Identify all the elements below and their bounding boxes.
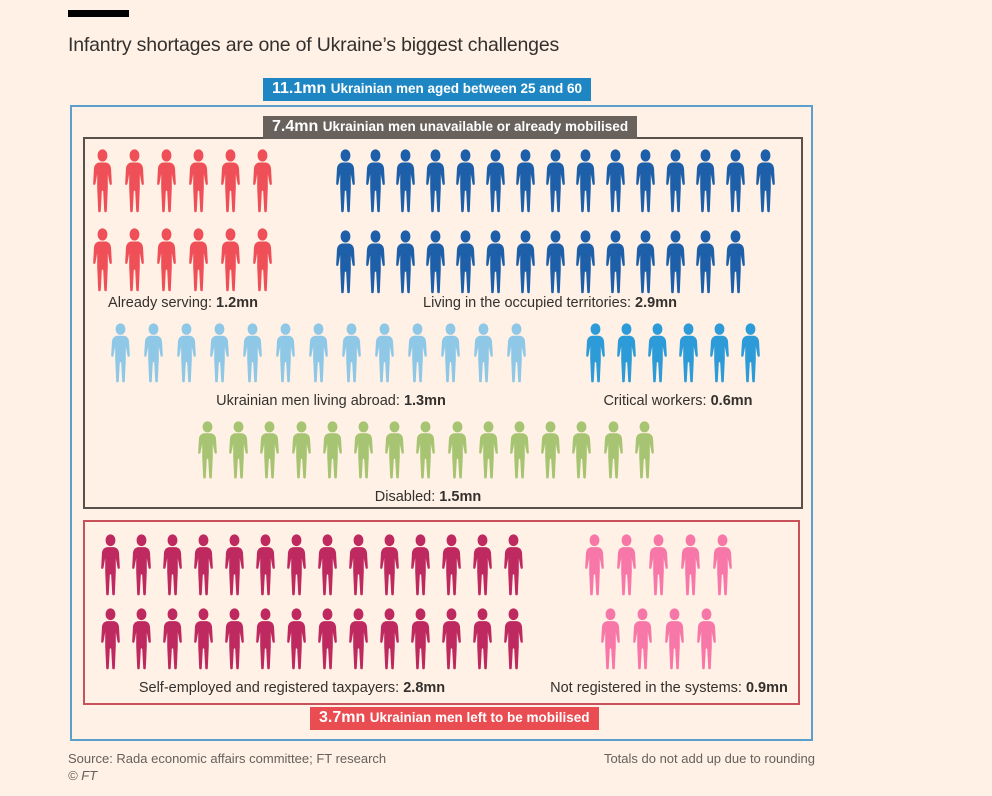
person-icon [273,323,298,385]
person-icon [470,608,495,672]
person-icon [382,421,407,481]
person-icon [583,323,608,385]
person-icon [408,534,433,598]
person-icon [601,421,626,481]
person-icon [646,534,671,598]
person-icon [129,608,154,672]
person-icon [141,323,166,385]
person-icon [423,149,448,215]
person-icon [645,323,670,385]
person-icon [284,608,309,672]
person-icon [614,323,639,385]
person-icon [195,421,220,481]
person-icon [393,149,418,215]
person-icon [90,228,115,294]
person-icon [377,608,402,672]
person-icon [346,534,371,598]
person-icon [405,323,430,385]
person-icon [676,323,701,385]
person-icon [363,230,388,296]
person-icon [160,534,185,598]
person-icon [240,323,265,385]
title-rule [68,10,129,17]
person-icon [250,228,275,294]
group-label-disabled: Disabled: 1.5mn [374,489,482,505]
group-label-occupied-territories: Living in the occupied territories: 2.9mn [423,295,677,311]
badge-total-label: Ukrainian men aged between 25 and 60 [330,81,583,96]
person-icon [630,608,655,672]
person-icon [423,230,448,296]
person-icon [320,421,345,481]
person-icon [663,149,688,215]
badge-unavailable-value: 7.4mn [272,118,319,135]
badge-remaining [310,707,599,730]
person-icon [633,230,658,296]
person-icon [573,149,598,215]
person-icon [453,230,478,296]
person-icon [663,230,688,296]
person-icon [471,323,496,385]
person-icon [543,230,568,296]
person-icon [191,534,216,598]
person-icon [289,421,314,481]
person-icon [738,323,763,385]
person-icon [333,149,358,215]
person-icon [483,149,508,215]
person-icon [108,323,133,385]
group-label-not-registered: Not registered in the systems: 0.9mn [550,680,788,696]
rounding-note: Totals do not add up due to rounding [603,751,815,766]
person-icon [453,149,478,215]
person-icon [598,608,623,672]
person-icon [569,421,594,481]
person-icon [218,149,243,215]
person-icon [226,421,251,481]
badge-total [263,78,591,101]
source-note: Source: Rada economic affairs committee; FT research [68,751,387,766]
person-icon [694,608,719,672]
person-icon [250,149,275,215]
person-icon [174,323,199,385]
person-icon [339,323,364,385]
group-label-living-abroad: Ukrainian men living abroad: 1.3mn [216,393,446,409]
person-icon [306,323,331,385]
person-icon [315,534,340,598]
person-icon [90,149,115,215]
person-icon [122,149,147,215]
person-icon [723,149,748,215]
person-icon [632,421,657,481]
person-icon [543,149,568,215]
person-icon [538,421,563,481]
person-icon [633,149,658,215]
person-icon [710,534,735,598]
person-icon [222,608,247,672]
person-icon [513,230,538,296]
badge-remaining-label: Ukrainian men left to be mobilised [369,710,590,725]
person-icon [98,534,123,598]
person-icon [501,534,526,598]
person-icon [507,421,532,481]
badge-remaining-value: 3.7mn [319,709,366,726]
person-icon [693,149,718,215]
person-icon [284,534,309,598]
person-icon [253,608,278,672]
person-icon [377,534,402,598]
group-label-already-serving: Already serving: 1.2mn [108,295,258,311]
person-icon [439,534,464,598]
person-icon [445,421,470,481]
group-label-self-employed: Self-employed and registered taxpayers: 2.8mn [138,680,446,696]
person-icon [333,230,358,296]
person-icon [257,421,282,481]
person-icon [582,534,607,598]
person-icon [218,228,243,294]
person-icon [504,323,529,385]
person-icon [393,230,418,296]
person-icon [753,149,778,215]
person-icon [413,421,438,481]
badge-unavailable-label: Ukrainian men unavailable or already mobilised [322,119,629,134]
person-icon [186,228,211,294]
badge-unavailable [263,116,637,139]
person-icon [693,230,718,296]
person-icon [662,608,687,672]
person-icon [154,149,179,215]
person-icon [98,608,123,672]
person-icon [408,608,433,672]
person-icon [315,608,340,672]
person-icon [707,323,732,385]
person-icon [363,149,388,215]
person-icon [191,608,216,672]
person-icon [476,421,501,481]
person-icon [513,149,538,215]
person-icon [186,149,211,215]
person-icon [723,230,748,296]
person-icon [501,608,526,672]
person-icon [603,149,628,215]
chart-title: Infantry shortages are one of Ukraine’s biggest challenges [68,34,560,56]
person-icon [351,421,376,481]
person-icon [573,230,598,296]
person-icon [160,608,185,672]
person-icon [346,608,371,672]
badge-total-value: 11.1mn [272,80,327,97]
person-icon [253,534,278,598]
person-icon [122,228,147,294]
person-icon [614,534,639,598]
copyright-note: © FT [68,768,98,783]
person-icon [222,534,247,598]
person-icon [207,323,232,385]
group-label-critical-workers: Critical workers: 0.6mn [603,393,753,409]
person-icon [678,534,703,598]
person-icon [154,228,179,294]
person-icon [129,534,154,598]
person-icon [470,534,495,598]
person-icon [439,608,464,672]
person-icon [372,323,397,385]
person-icon [438,323,463,385]
person-icon [483,230,508,296]
person-icon [603,230,628,296]
